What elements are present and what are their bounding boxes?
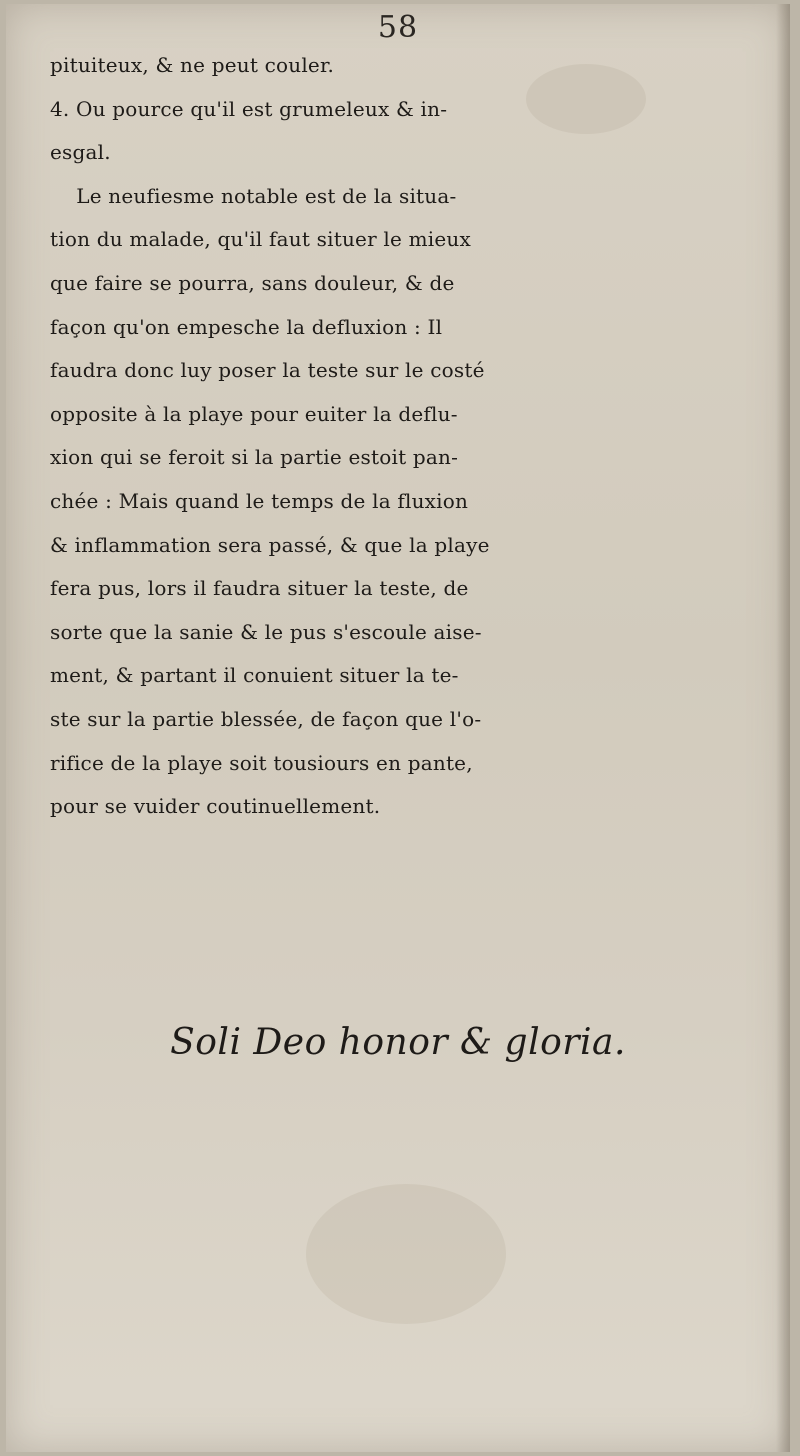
text-line: que faire se pourra, sans douleur, & de: [50, 270, 455, 295]
text-line: sorte que la sanie & le pus s'escoule aise-: [50, 619, 482, 644]
closing-motto: Soli Deo honor & gloria.: [170, 1022, 626, 1063]
page-edge-shadow: [776, 4, 790, 1452]
paper-stain: [306, 1184, 506, 1324]
text-line: opposite à la playe pour euiter la deflu-: [50, 401, 458, 426]
text-line: ste sur la partie blessée, de façon que l'o-: [50, 706, 482, 731]
text-line: rifice de la playe soit tousiours en pante,: [50, 750, 473, 775]
text-line: pour se vuider coutinuellement.: [50, 794, 381, 819]
text-line: tion du malade, qu'il faut situer le mieux: [50, 227, 471, 252]
book-page: [6, 4, 790, 1452]
text-line: faudra donc luy poser la teste sur le costé: [50, 358, 485, 383]
text-line: chée : Mais quand le temps de la fluxion: [50, 488, 469, 513]
text-line: façon qu'on empesche la defluxion : Il: [50, 314, 443, 339]
text-line: ment, & partant il conuient situer la te-: [50, 663, 459, 688]
text-line: & inflammation sera passé, & que la playe: [50, 532, 490, 557]
text-line: 4. Ou pource qu'il est grumeleux & in-: [50, 96, 448, 121]
text-line: pituiteux, & ne peut couler.: [50, 53, 335, 77]
text-line: xion qui se feroit si la partie estoit pan-: [50, 445, 459, 470]
text-line: Le neufiesme notable est de la situa-: [50, 183, 457, 208]
text-line: fera pus, lors il faudra situer la teste, de: [50, 576, 469, 601]
text-line: esgal.: [50, 140, 111, 165]
body-text: [50, 44, 770, 829]
page-number: 58: [377, 10, 419, 45]
